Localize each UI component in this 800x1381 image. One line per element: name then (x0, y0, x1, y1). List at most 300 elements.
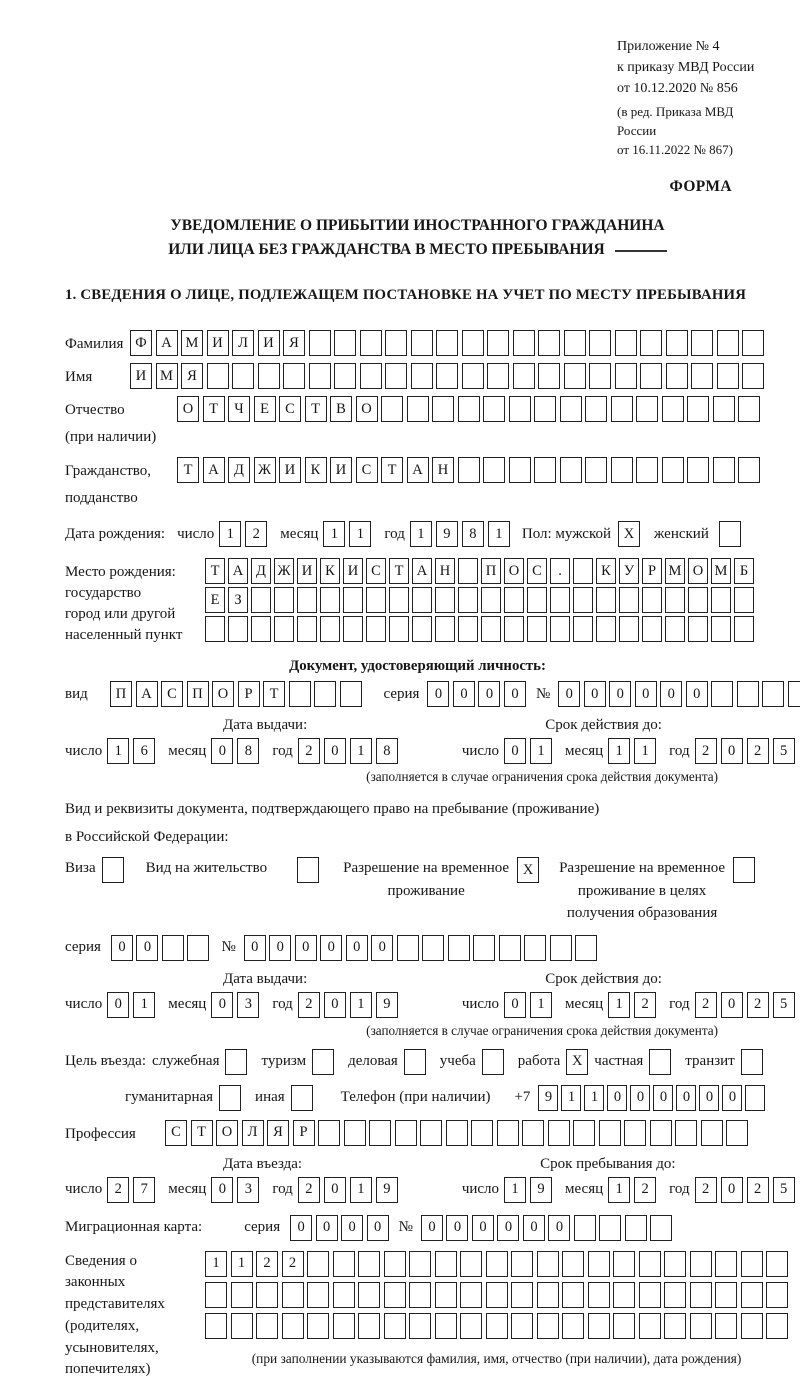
char-cell[interactable]: 9 (530, 1177, 552, 1203)
char-cell[interactable] (483, 396, 505, 422)
char-cell[interactable]: 0 (721, 992, 743, 1018)
char-cell[interactable] (283, 363, 305, 389)
char-cell[interactable]: Т (177, 457, 199, 483)
char-cell[interactable]: Т (389, 558, 409, 584)
char-cell[interactable]: Р (642, 558, 662, 584)
char-cell[interactable]: 1 (608, 738, 630, 764)
char-cell[interactable] (664, 1313, 686, 1339)
char-cell[interactable] (497, 1120, 519, 1146)
char-cell[interactable] (636, 457, 658, 483)
char-cell[interactable]: 1 (634, 738, 656, 764)
char-cell[interactable]: А (156, 330, 178, 356)
char-cell[interactable] (574, 1215, 596, 1241)
char-cell[interactable] (691, 330, 713, 356)
char-cell[interactable] (385, 363, 407, 389)
char-cell[interactable] (369, 1120, 391, 1146)
char-cell[interactable] (435, 616, 455, 642)
char-cell[interactable]: Т (381, 457, 403, 483)
char-cell[interactable] (639, 1282, 661, 1308)
char-cell[interactable]: Ж (274, 558, 294, 584)
char-cell[interactable]: И (207, 330, 229, 356)
char-cell[interactable] (511, 1282, 533, 1308)
char-cell[interactable] (412, 616, 432, 642)
char-cell[interactable] (688, 587, 708, 613)
char-cell[interactable]: 0 (478, 681, 500, 707)
char-cell[interactable] (162, 935, 184, 961)
char-cell[interactable] (527, 587, 547, 613)
char-cell[interactable]: 0 (635, 681, 657, 707)
char-cell[interactable] (687, 457, 709, 483)
char-cell[interactable] (458, 616, 478, 642)
char-cell[interactable] (573, 616, 593, 642)
char-cell[interactable] (766, 1313, 788, 1339)
char-cell[interactable]: 1 (350, 992, 372, 1018)
char-cell[interactable] (389, 587, 409, 613)
char-cell[interactable] (522, 1120, 544, 1146)
char-cell[interactable] (615, 330, 637, 356)
char-cell[interactable] (320, 616, 340, 642)
char-cell[interactable]: 0 (523, 1215, 545, 1241)
char-cell[interactable] (585, 457, 607, 483)
char-cell[interactable] (734, 616, 754, 642)
char-cell[interactable] (650, 1215, 672, 1241)
char-cell[interactable] (334, 363, 356, 389)
char-cell[interactable]: 1 (530, 992, 552, 1018)
char-cell[interactable] (537, 1313, 559, 1339)
char-cell[interactable]: 2 (634, 1177, 656, 1203)
char-cell[interactable] (511, 1251, 533, 1277)
char-cell[interactable]: 2 (747, 1177, 769, 1203)
char-cell[interactable] (207, 363, 229, 389)
char-cell[interactable]: А (203, 457, 225, 483)
char-cell[interactable] (486, 1313, 508, 1339)
char-cell[interactable] (458, 396, 480, 422)
char-cell[interactable] (411, 330, 433, 356)
char-cell[interactable] (690, 1251, 712, 1277)
char-cell[interactable] (675, 1120, 697, 1146)
char-cell[interactable] (588, 1313, 610, 1339)
char-cell[interactable]: 1 (349, 521, 371, 547)
char-cell[interactable]: 2 (245, 521, 267, 547)
char-cell[interactable]: 0 (320, 935, 342, 961)
char-cell[interactable] (231, 1313, 253, 1339)
char-cell[interactable] (435, 1251, 457, 1277)
char-cell[interactable]: Я (283, 330, 305, 356)
char-cell[interactable]: 0 (504, 681, 526, 707)
char-cell[interactable] (715, 1282, 737, 1308)
char-cell[interactable]: И (258, 330, 280, 356)
char-cell[interactable]: 0 (721, 1177, 743, 1203)
char-cell[interactable]: 0 (607, 1085, 627, 1111)
char-cell[interactable]: 2 (107, 1177, 129, 1203)
char-cell[interactable]: 0 (211, 1177, 233, 1203)
char-cell[interactable] (231, 1282, 253, 1308)
char-cell[interactable] (715, 1313, 737, 1339)
char-cell[interactable] (665, 616, 685, 642)
char-cell[interactable]: П (187, 681, 209, 707)
char-cell[interactable]: К (596, 558, 616, 584)
char-cell[interactable] (687, 396, 709, 422)
char-cell[interactable] (487, 363, 509, 389)
char-cell[interactable] (599, 1120, 621, 1146)
char-cell[interactable]: 0 (504, 992, 526, 1018)
char-cell[interactable] (411, 363, 433, 389)
char-cell[interactable]: К (305, 457, 327, 483)
char-cell[interactable] (562, 1282, 584, 1308)
char-cell[interactable] (538, 363, 560, 389)
char-cell[interactable]: А (136, 681, 158, 707)
char-cell[interactable] (251, 616, 271, 642)
char-cell[interactable] (665, 587, 685, 613)
char-cell[interactable]: Ч (228, 396, 250, 422)
char-cell[interactable] (711, 681, 733, 707)
char-cell[interactable]: 2 (298, 992, 320, 1018)
char-cell[interactable] (537, 1251, 559, 1277)
char-cell[interactable] (664, 1251, 686, 1277)
char-cell[interactable]: 0 (722, 1085, 742, 1111)
char-cell[interactable] (734, 587, 754, 613)
char-cell[interactable]: А (407, 457, 429, 483)
char-cell[interactable] (333, 1282, 355, 1308)
char-cell[interactable] (666, 363, 688, 389)
char-cell[interactable] (333, 1251, 355, 1277)
char-cell[interactable] (611, 457, 633, 483)
purpose-work-checkbox[interactable]: X (566, 1049, 588, 1075)
char-cell[interactable] (717, 330, 739, 356)
char-cell[interactable] (690, 1282, 712, 1308)
char-cell[interactable]: Д (228, 457, 250, 483)
char-cell[interactable] (596, 616, 616, 642)
char-cell[interactable]: 1 (219, 521, 241, 547)
char-cell[interactable]: М (711, 558, 731, 584)
char-cell[interactable]: 0 (346, 935, 368, 961)
char-cell[interactable] (187, 935, 209, 961)
char-cell[interactable] (232, 363, 254, 389)
char-cell[interactable]: 1 (608, 992, 630, 1018)
char-cell[interactable]: Е (205, 587, 225, 613)
char-cell[interactable]: 9 (376, 1177, 398, 1203)
char-cell[interactable] (596, 587, 616, 613)
char-cell[interactable] (473, 935, 495, 961)
char-cell[interactable]: О (212, 681, 234, 707)
char-cell[interactable] (460, 1313, 482, 1339)
purpose-humanitarian-checkbox[interactable] (219, 1085, 241, 1111)
char-cell[interactable] (619, 616, 639, 642)
char-cell[interactable] (766, 1282, 788, 1308)
char-cell[interactable]: 0 (367, 1215, 389, 1241)
char-cell[interactable]: 5 (773, 1177, 795, 1203)
char-cell[interactable] (599, 1215, 621, 1241)
char-cell[interactable] (701, 1120, 723, 1146)
char-cell[interactable]: 1 (504, 1177, 526, 1203)
char-cell[interactable]: 0 (558, 681, 580, 707)
char-cell[interactable]: О (216, 1120, 238, 1146)
char-cell[interactable] (205, 616, 225, 642)
char-cell[interactable]: 0 (699, 1085, 719, 1111)
char-cell[interactable] (573, 1120, 595, 1146)
char-cell[interactable]: 2 (747, 738, 769, 764)
char-cell[interactable]: 1 (410, 521, 432, 547)
char-cell[interactable] (333, 1313, 355, 1339)
char-cell[interactable]: 1 (107, 738, 129, 764)
char-cell[interactable]: 0 (453, 681, 475, 707)
char-cell[interactable] (589, 363, 611, 389)
char-cell[interactable]: Р (238, 681, 260, 707)
char-cell[interactable] (762, 681, 784, 707)
char-cell[interactable] (636, 396, 658, 422)
char-cell[interactable] (788, 681, 800, 707)
char-cell[interactable] (550, 616, 570, 642)
purpose-tourism-checkbox[interactable] (312, 1049, 334, 1075)
char-cell[interactable] (307, 1282, 329, 1308)
char-cell[interactable]: 2 (256, 1251, 278, 1277)
char-cell[interactable] (711, 616, 731, 642)
char-cell[interactable]: 1 (350, 738, 372, 764)
purpose-official-checkbox[interactable] (225, 1049, 247, 1075)
char-cell[interactable] (613, 1313, 635, 1339)
char-cell[interactable] (397, 935, 419, 961)
char-cell[interactable] (256, 1282, 278, 1308)
char-cell[interactable] (717, 363, 739, 389)
char-cell[interactable] (309, 330, 331, 356)
char-cell[interactable]: Д (251, 558, 271, 584)
char-cell[interactable] (486, 1251, 508, 1277)
char-cell[interactable]: 0 (686, 681, 708, 707)
char-cell[interactable] (564, 330, 586, 356)
char-cell[interactable] (624, 1120, 646, 1146)
char-cell[interactable] (741, 1251, 763, 1277)
char-cell[interactable]: 9 (538, 1085, 558, 1111)
char-cell[interactable] (462, 363, 484, 389)
char-cell[interactable] (409, 1282, 431, 1308)
char-cell[interactable]: У (619, 558, 639, 584)
char-cell[interactable]: 1 (584, 1085, 604, 1111)
char-cell[interactable]: 1 (488, 521, 510, 547)
char-cell[interactable] (640, 363, 662, 389)
char-cell[interactable] (274, 616, 294, 642)
char-cell[interactable]: Ж (254, 457, 276, 483)
char-cell[interactable] (412, 587, 432, 613)
purpose-other-checkbox[interactable] (291, 1085, 313, 1111)
temp-residence-education-checkbox[interactable] (733, 857, 755, 883)
char-cell[interactable]: Т (203, 396, 225, 422)
char-cell[interactable] (228, 616, 248, 642)
char-cell[interactable] (343, 616, 363, 642)
char-cell[interactable]: 2 (695, 992, 717, 1018)
char-cell[interactable]: О (688, 558, 708, 584)
char-cell[interactable] (588, 1251, 610, 1277)
char-cell[interactable]: 3 (237, 1177, 259, 1203)
char-cell[interactable] (446, 1120, 468, 1146)
char-cell[interactable]: 8 (237, 738, 259, 764)
char-cell[interactable] (458, 457, 480, 483)
char-cell[interactable]: Н (432, 457, 454, 483)
char-cell[interactable]: . (550, 558, 570, 584)
char-cell[interactable] (395, 1120, 417, 1146)
char-cell[interactable]: А (228, 558, 248, 584)
visa-checkbox[interactable] (102, 857, 124, 883)
char-cell[interactable] (589, 330, 611, 356)
char-cell[interactable] (289, 681, 311, 707)
char-cell[interactable] (320, 587, 340, 613)
char-cell[interactable]: 0 (211, 992, 233, 1018)
char-cell[interactable]: С (161, 681, 183, 707)
char-cell[interactable]: 9 (436, 521, 458, 547)
char-cell[interactable]: 0 (504, 738, 526, 764)
char-cell[interactable]: 0 (676, 1085, 696, 1111)
char-cell[interactable] (436, 363, 458, 389)
char-cell[interactable]: 2 (695, 1177, 717, 1203)
char-cell[interactable] (738, 457, 760, 483)
char-cell[interactable] (258, 363, 280, 389)
char-cell[interactable] (205, 1282, 227, 1308)
char-cell[interactable]: 0 (107, 992, 129, 1018)
char-cell[interactable]: Л (242, 1120, 264, 1146)
char-cell[interactable] (314, 681, 336, 707)
char-cell[interactable] (334, 330, 356, 356)
char-cell[interactable] (460, 1251, 482, 1277)
char-cell[interactable]: 0 (341, 1215, 363, 1241)
char-cell[interactable] (274, 587, 294, 613)
char-cell[interactable] (625, 1215, 647, 1241)
char-cell[interactable] (509, 396, 531, 422)
char-cell[interactable]: 0 (446, 1215, 468, 1241)
char-cell[interactable] (307, 1313, 329, 1339)
char-cell[interactable] (537, 1282, 559, 1308)
char-cell[interactable]: 1 (231, 1251, 253, 1277)
char-cell[interactable] (487, 330, 509, 356)
char-cell[interactable] (534, 396, 556, 422)
char-cell[interactable] (318, 1120, 340, 1146)
char-cell[interactable]: 0 (427, 681, 449, 707)
char-cell[interactable] (205, 1313, 227, 1339)
char-cell[interactable] (534, 457, 556, 483)
char-cell[interactable] (527, 616, 547, 642)
char-cell[interactable] (486, 1282, 508, 1308)
char-cell[interactable]: О (504, 558, 524, 584)
char-cell[interactable] (358, 1282, 380, 1308)
char-cell[interactable] (713, 396, 735, 422)
char-cell[interactable]: З (228, 587, 248, 613)
char-cell[interactable] (499, 935, 521, 961)
char-cell[interactable]: 2 (298, 1177, 320, 1203)
char-cell[interactable]: 0 (421, 1215, 443, 1241)
char-cell[interactable]: 0 (371, 935, 393, 961)
char-cell[interactable]: 3 (237, 992, 259, 1018)
char-cell[interactable] (560, 396, 582, 422)
char-cell[interactable]: 0 (472, 1215, 494, 1241)
char-cell[interactable] (360, 330, 382, 356)
char-cell[interactable]: О (177, 396, 199, 422)
char-cell[interactable]: 1 (323, 521, 345, 547)
char-cell[interactable] (381, 396, 403, 422)
char-cell[interactable] (509, 457, 531, 483)
char-cell[interactable]: М (665, 558, 685, 584)
char-cell[interactable] (384, 1282, 406, 1308)
char-cell[interactable] (481, 616, 501, 642)
char-cell[interactable] (340, 681, 362, 707)
char-cell[interactable]: 8 (376, 738, 398, 764)
char-cell[interactable] (560, 457, 582, 483)
char-cell[interactable]: Т (191, 1120, 213, 1146)
purpose-study-checkbox[interactable] (482, 1049, 504, 1075)
char-cell[interactable]: 0 (630, 1085, 650, 1111)
char-cell[interactable]: П (481, 558, 501, 584)
char-cell[interactable]: И (297, 558, 317, 584)
char-cell[interactable] (435, 587, 455, 613)
char-cell[interactable] (511, 1313, 533, 1339)
char-cell[interactable]: Т (263, 681, 285, 707)
char-cell[interactable]: 0 (653, 1085, 673, 1111)
char-cell[interactable]: С (366, 558, 386, 584)
char-cell[interactable] (409, 1251, 431, 1277)
char-cell[interactable]: С (356, 457, 378, 483)
char-cell[interactable]: 2 (634, 992, 656, 1018)
char-cell[interactable]: В (330, 396, 352, 422)
char-cell[interactable]: 0 (136, 935, 158, 961)
char-cell[interactable] (384, 1313, 406, 1339)
char-cell[interactable]: 0 (721, 738, 743, 764)
char-cell[interactable] (297, 587, 317, 613)
char-cell[interactable]: Р (293, 1120, 315, 1146)
char-cell[interactable]: 0 (111, 935, 133, 961)
char-cell[interactable] (282, 1313, 304, 1339)
char-cell[interactable] (745, 1085, 765, 1111)
char-cell[interactable] (691, 363, 713, 389)
purpose-business-checkbox[interactable] (404, 1049, 426, 1075)
char-cell[interactable]: 0 (244, 935, 266, 961)
char-cell[interactable]: Е (254, 396, 276, 422)
char-cell[interactable] (389, 616, 409, 642)
char-cell[interactable]: 1 (608, 1177, 630, 1203)
char-cell[interactable] (432, 396, 454, 422)
char-cell[interactable] (619, 587, 639, 613)
char-cell[interactable] (256, 1313, 278, 1339)
char-cell[interactable] (738, 396, 760, 422)
char-cell[interactable] (360, 363, 382, 389)
char-cell[interactable] (366, 587, 386, 613)
char-cell[interactable] (585, 396, 607, 422)
char-cell[interactable] (462, 330, 484, 356)
char-cell[interactable]: И (279, 457, 301, 483)
residence-permit-checkbox[interactable] (297, 857, 319, 883)
char-cell[interactable]: С (165, 1120, 187, 1146)
purpose-private-checkbox[interactable] (649, 1049, 671, 1075)
char-cell[interactable]: Я (181, 363, 203, 389)
char-cell[interactable]: 7 (133, 1177, 155, 1203)
char-cell[interactable]: 0 (295, 935, 317, 961)
char-cell[interactable] (297, 616, 317, 642)
char-cell[interactable] (458, 587, 478, 613)
char-cell[interactable]: 6 (133, 738, 155, 764)
char-cell[interactable] (407, 396, 429, 422)
char-cell[interactable]: О (356, 396, 378, 422)
char-cell[interactable] (343, 587, 363, 613)
char-cell[interactable] (715, 1251, 737, 1277)
char-cell[interactable] (548, 1120, 570, 1146)
char-cell[interactable] (613, 1282, 635, 1308)
char-cell[interactable]: 0 (269, 935, 291, 961)
char-cell[interactable] (504, 587, 524, 613)
char-cell[interactable]: 2 (747, 992, 769, 1018)
char-cell[interactable] (741, 1313, 763, 1339)
char-cell[interactable] (726, 1120, 748, 1146)
char-cell[interactable] (662, 457, 684, 483)
char-cell[interactable] (688, 616, 708, 642)
char-cell[interactable] (662, 396, 684, 422)
char-cell[interactable]: 0 (660, 681, 682, 707)
char-cell[interactable]: Ф (130, 330, 152, 356)
